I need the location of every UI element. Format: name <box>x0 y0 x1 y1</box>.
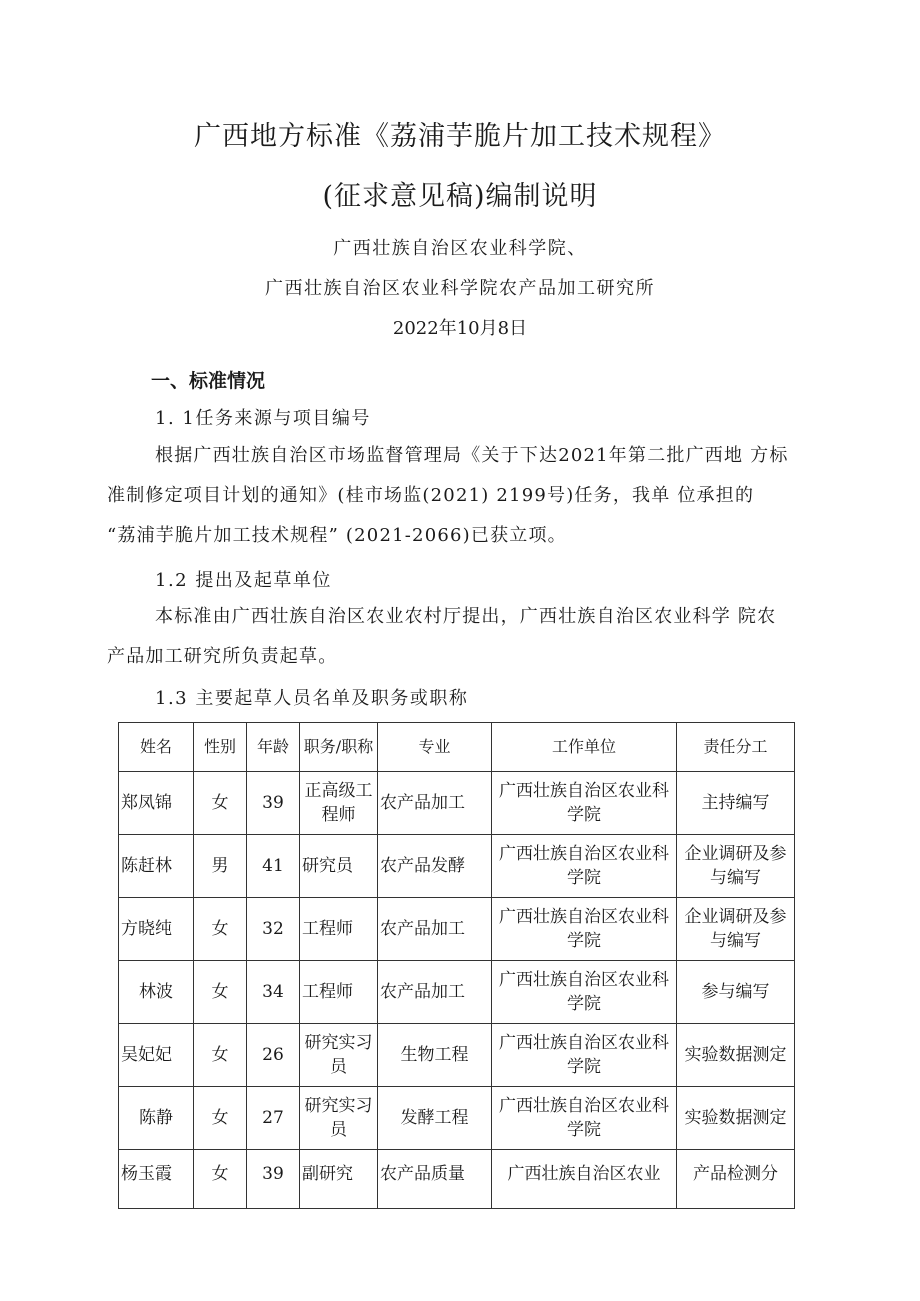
table-row <box>119 835 795 898</box>
table-row <box>119 1087 795 1150</box>
cell-gender: 女 <box>194 961 247 1024</box>
cell-title: 研究实习员 <box>300 1087 378 1150</box>
table-row <box>119 961 795 1024</box>
table-row <box>119 898 795 961</box>
cell-duty: 企业调研及参与编写 <box>677 898 795 961</box>
header-major: 专业 <box>378 723 492 772</box>
document-title: 广西地方标准《荔浦芋脆片加工技术规程》 <box>194 121 726 152</box>
organization-line-1: 广西壮族自治区农业科学院、 <box>333 238 587 259</box>
cell-major: 发酵工程 <box>378 1087 492 1150</box>
header-name: 姓名 <box>119 723 194 772</box>
cell-major: 农产品加工 <box>378 961 492 1024</box>
cell-unit: 广西壮族自治区农业科学院 <box>492 772 677 835</box>
cell-gender: 男 <box>194 835 247 898</box>
document-date: 2022年10月8日 <box>392 318 528 339</box>
cell-major: 农产品加工 <box>378 898 492 961</box>
cell-age: 26 <box>247 1024 300 1087</box>
cell-gender: 女 <box>194 1150 247 1209</box>
cell-duty: 主持编写 <box>677 772 795 835</box>
cell-age: 39 <box>247 772 300 835</box>
cell-name: 陈静 <box>119 1087 194 1150</box>
cell-major: 农产品加工 <box>378 772 492 835</box>
cell-age: 39 <box>247 1150 300 1209</box>
cell-duty: 实验数据测定 <box>677 1024 795 1087</box>
cell-major: 农产品发酵 <box>378 835 492 898</box>
section-heading-standard-info: 一、标准情况 <box>151 370 266 392</box>
cell-gender: 女 <box>194 1087 247 1150</box>
header-age: 年龄 <box>247 723 300 772</box>
cell-unit: 广西壮族自治区农业 <box>492 1150 677 1209</box>
cell-age: 41 <box>247 835 300 898</box>
cell-name: 方晓纯 <box>119 898 194 961</box>
subheading-drafters-list: 1.3 主要起草人员名单及职务或职称 <box>155 688 469 709</box>
cell-gender: 女 <box>194 772 247 835</box>
cell-unit: 广西壮族自治区农业科学院 <box>492 898 677 961</box>
cell-name: 郑凤锦 <box>119 772 194 835</box>
cell-age: 27 <box>247 1087 300 1150</box>
document-subtitle: (征求意见稿)编制说明 <box>322 181 598 212</box>
header-duty: 责任分工 <box>677 723 795 772</box>
header-gender: 性别 <box>194 723 247 772</box>
header-title: 职务/职称 <box>300 723 378 772</box>
cell-unit: 广西壮族自治区农业科学院 <box>492 961 677 1024</box>
cell-name: 杨玉霞 <box>119 1150 194 1209</box>
table-row <box>119 772 795 835</box>
cell-name: 林波 <box>119 961 194 1024</box>
cell-title: 工程师 <box>300 961 378 1024</box>
paragraph-line: 准制修定项目计划的通知》(桂市场监(2021) 2199号)任务，我单 位承担的 <box>107 485 755 506</box>
header-unit: 工作单位 <box>492 723 677 772</box>
cell-name: 陈赶林 <box>119 835 194 898</box>
cell-major: 农产品质量 <box>378 1150 492 1209</box>
cell-title: 正高级工程师 <box>300 772 378 835</box>
paragraph-line: “荔浦芋脆片加工技术规程” (2021-2066)已获立项。 <box>107 525 567 546</box>
cell-duty: 产品检测分 <box>677 1150 795 1209</box>
cell-major: 生物工程 <box>378 1024 492 1087</box>
paragraph-line: 根据广西壮族自治区市场监督管理局《关于下达2021年第二批广西地 方标 <box>155 445 789 466</box>
table-row <box>119 1024 795 1087</box>
organization-line-2: 广西壮族自治区农业科学院农产品加工研究所 <box>265 278 655 299</box>
cell-duty: 企业调研及参与编写 <box>677 835 795 898</box>
subheading-task-source: 1. 1任务来源与项目编号 <box>155 408 371 429</box>
cell-name: 吴妃妃 <box>119 1024 194 1087</box>
drafters-table <box>118 722 795 1209</box>
cell-title: 研究实习员 <box>300 1024 378 1087</box>
cell-gender: 女 <box>194 898 247 961</box>
cell-age: 34 <box>247 961 300 1024</box>
cell-title: 副研究 <box>300 1150 378 1209</box>
cell-duty: 参与编写 <box>677 961 795 1024</box>
subheading-drafting-unit: 1.2 提出及起草单位 <box>155 570 332 591</box>
cell-duty: 实验数据测定 <box>677 1087 795 1150</box>
cell-unit: 广西壮族自治区农业科学院 <box>492 1024 677 1087</box>
paragraph-task-source <box>107 436 817 556</box>
cell-unit: 广西壮族自治区农业科学院 <box>492 835 677 898</box>
cell-title: 研究员 <box>300 835 378 898</box>
paragraph-line: 产品加工研究所负责起草。 <box>107 646 338 667</box>
cell-age: 32 <box>247 898 300 961</box>
table-header-row <box>119 723 795 772</box>
cell-title: 工程师 <box>300 898 378 961</box>
paragraph-line: 本标准由广西壮族自治区农业农村厅提出，广西壮族自治区农业科学 院农 <box>155 606 777 627</box>
cell-gender: 女 <box>194 1024 247 1087</box>
paragraph-drafting-unit <box>107 597 817 677</box>
cell-unit: 广西壮族自治区农业科学院 <box>492 1087 677 1150</box>
table-row <box>119 1150 795 1209</box>
